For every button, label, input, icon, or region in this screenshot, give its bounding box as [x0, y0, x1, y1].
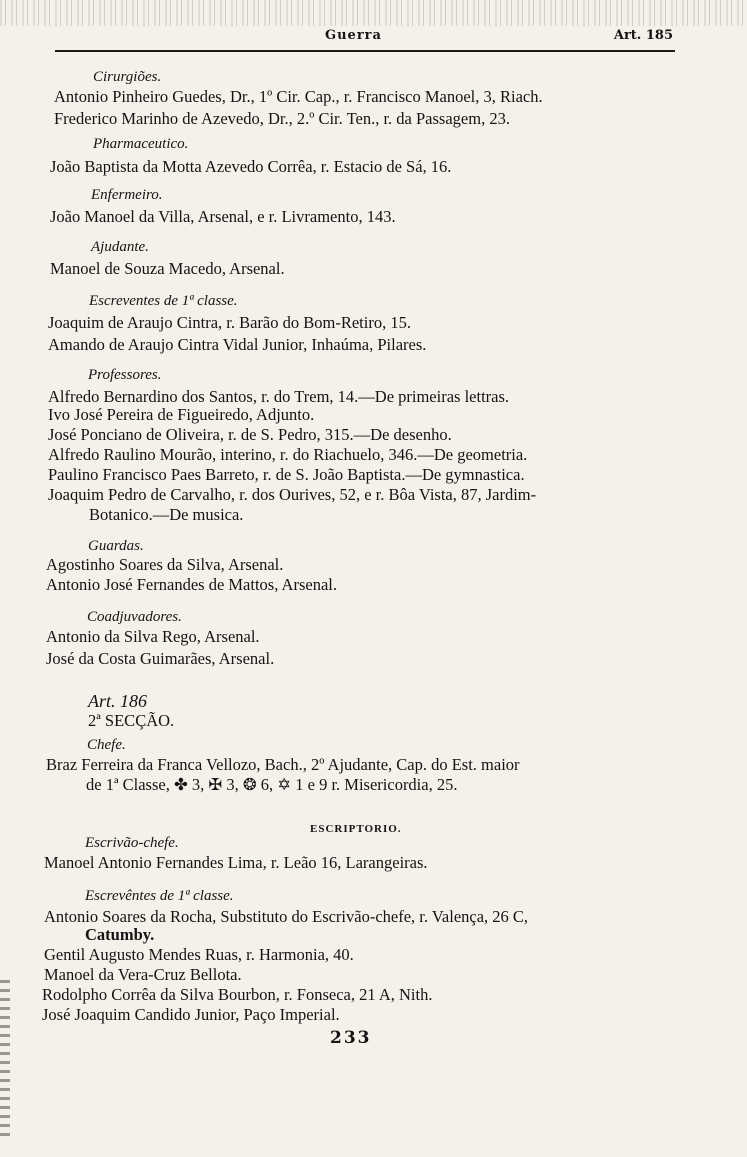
text-line: Catumby. — [85, 925, 155, 944]
text-line: Pharmaceutico. — [93, 136, 189, 152]
text-line: de 1ª Classe, ✤ 3, ✠ 3, ❂ 6, ✡ 1 e 9 r. Misericordia, 25. — [86, 775, 458, 794]
text-line: Manoel da Vera-Cruz Bellota. — [44, 965, 242, 984]
text-line: Cirurgiões. — [93, 69, 162, 85]
text-line: Rodolpho Corrêa da Silva Bourbon, r. Fonseca, 21 A, Nith. — [42, 985, 433, 1004]
text-line: Agostinho Soares da Silva, Arsenal. — [46, 555, 284, 574]
text-line: Escrivão-chefe. — [85, 835, 179, 851]
text-line: Guardas. — [88, 538, 144, 554]
text-line: João Manoel da Villa, Arsenal, e r. Livramento, 143. — [50, 207, 396, 226]
text-line: Manoel Antonio Fernandes Lima, r. Leão 16, Larangeiras. — [44, 853, 428, 872]
text-line: Paulino Francisco Paes Barreto, r. de S. João Baptista.—De gymnastica. — [48, 465, 525, 484]
text-line: João Baptista da Motta Azevedo Corrêa, r. Estacio de Sá, 16. — [50, 157, 452, 176]
text-line: Professores. — [88, 367, 162, 383]
text-line: Escreventes de 1ª classe. — [89, 293, 238, 309]
running-header — [55, 26, 675, 52]
text-line: ESCRIPTORIO. — [310, 823, 402, 835]
text-line: Joaquim Pedro de Carvalho, r. dos Ourives, 52, e r. Bôa Vista, 87, Jardim- — [48, 485, 537, 504]
header-article: Art. 185 — [613, 28, 673, 43]
text-line: Alfredo Bernardino dos Santos, r. do Trem, 14.—De primeiras lettras. — [48, 387, 510, 406]
text-line: Antonio Soares da Rocha, Substituto do Escrivão-chefe, r. Valença, 26 C, — [44, 907, 529, 926]
text-line: Ajudante. — [91, 239, 149, 255]
text-line: Ivo José Pereira de Figueiredo, Adjunto. — [48, 405, 315, 424]
text-line: Braz Ferreira da Franca Vellozo, Bach., 2º Ajudante, Cap. do Est. maior — [46, 755, 520, 774]
text-line: Antonio Pinheiro Guedes, Dr., 1º Cir. Cap., r. Francisco Manoel, 3, Riach. — [54, 87, 543, 106]
text-line: Chefe. — [87, 737, 126, 753]
text-line: Manoel de Souza Macedo, Arsenal. — [50, 259, 285, 278]
text-line: Alfredo Raulino Mourão, interino, r. do Riachuelo, 346.—De geometria. — [48, 445, 528, 464]
text-line: José Joaquim Candido Junior, Paço Imperial. — [42, 1005, 340, 1024]
text-line: Joaquim de Araujo Cintra, r. Barão do Bom-Retiro, 15. — [48, 313, 411, 332]
header-title: Guerra — [325, 28, 382, 43]
text-line: Coadjuvadores. — [87, 609, 182, 625]
text-line: Antonio da Silva Rego, Arsenal. — [46, 627, 260, 646]
text-line: Botanico.—De musica. — [89, 505, 244, 524]
page-left-edge — [0, 980, 10, 1140]
text-line: José da Costa Guimarães, Arsenal. — [46, 649, 275, 668]
text-line: José Ponciano de Oliveira, r. de S. Pedro, 315.—De desenho. — [48, 425, 452, 444]
page-number: 233 — [330, 1028, 372, 1048]
text-line: Enfermeiro. — [91, 187, 163, 203]
text-line: 2ª SECÇÃO. — [88, 711, 175, 730]
text-line: Art. 186 — [88, 691, 148, 711]
text-line: Amando de Araujo Cintra Vidal Junior, Inhaúma, Pilares. — [48, 335, 427, 354]
text-line: Escrevêntes de 1ª classe. — [85, 888, 234, 904]
page-top-edge — [0, 0, 747, 26]
text-line: Frederico Marinho de Azevedo, Dr., 2.º Cir. Ten., r. da Passagem, 23. — [54, 109, 510, 128]
text-line: Gentil Augusto Mendes Ruas, r. Harmonia, 40. — [44, 945, 354, 964]
text-line: Antonio José Fernandes de Mattos, Arsenal. — [46, 575, 337, 594]
